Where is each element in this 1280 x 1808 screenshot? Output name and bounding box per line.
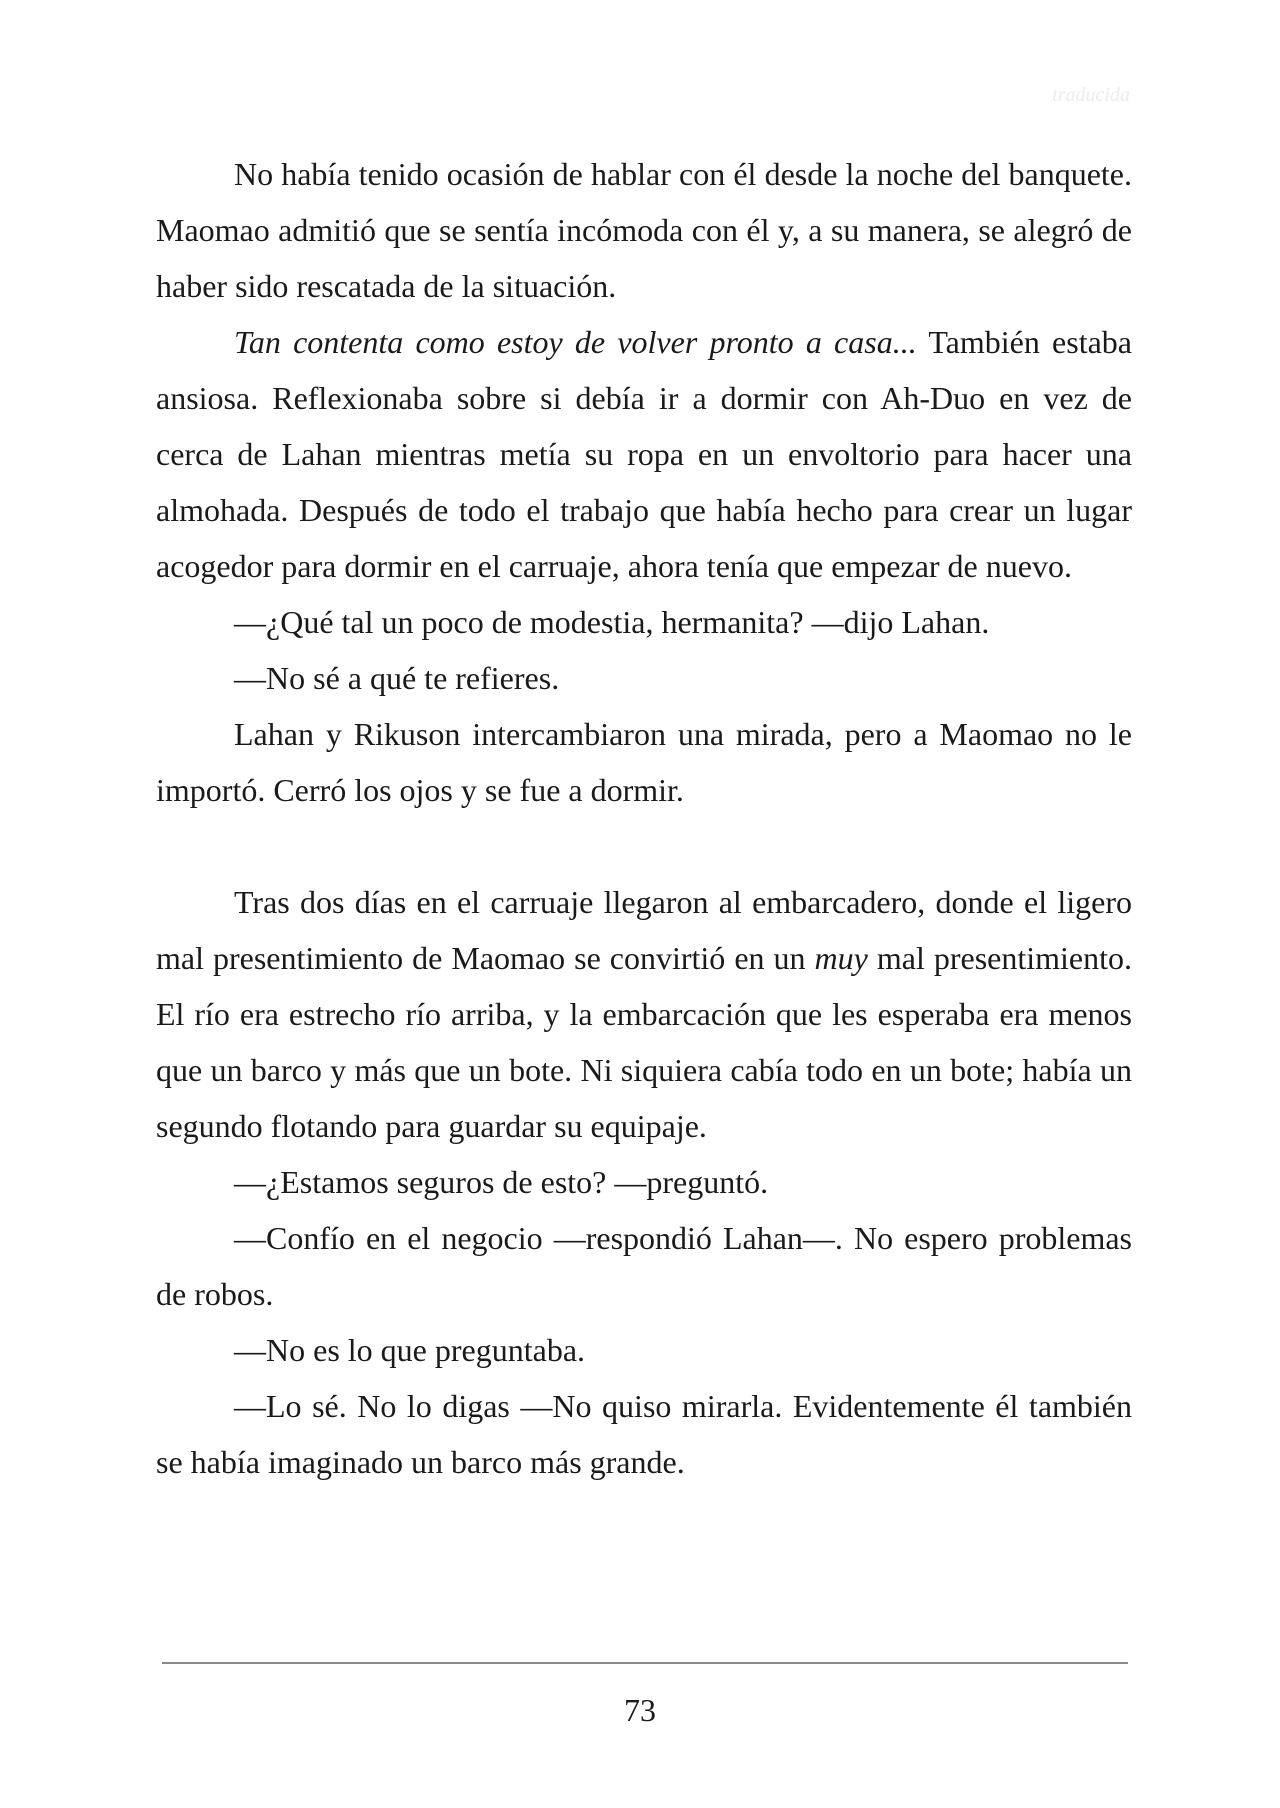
dialogue-line <box>156 594 1132 650</box>
dialogue-text: —Lo sé. No lo digas —No quiso mirarla. Evidentemente él también se había imaginado un barco más grande. <box>156 1388 1132 1480</box>
paragraph-text: Lahan y Rikuson intercambiaron una mirada, pero a Maomao no le importó. Cerró los ojos y se fue a dormir. <box>156 716 1132 808</box>
watermark-text: traducida <box>1052 84 1130 106</box>
paragraph <box>156 146 1132 314</box>
page-number: 73 <box>624 1692 656 1728</box>
paragraph-text: mal presentimiento. El río era estrecho río arriba, y la embarcación que les esperaba era menos que un barco y más que un bote. Ni siquiera cabía todo en un bote; había un segundo flotando para guardar su equipaje. <box>156 940 1133 1144</box>
page-body <box>156 146 1132 1490</box>
italic-emphasis: muy <box>814 940 868 976</box>
dialogue-text: —¿Estamos seguros de esto? —preguntó. <box>234 1164 769 1200</box>
paragraph <box>156 874 1132 1154</box>
dialogue-text: —No es lo que preguntaba. <box>234 1332 586 1368</box>
paragraph-text: Tras dos días en el carruaje llegaron al embarcadero, donde el ligero mal presentimiento de Maomao se convirtió en un <box>156 884 1132 976</box>
paragraph <box>156 706 1132 818</box>
dialogue-text: —No sé a qué te refieres. <box>234 660 560 696</box>
paragraph <box>156 314 1132 594</box>
paragraph-text: También estaba ansiosa. Reflexionaba sobre si debía ir a dormir con Ah-Duo en vez de cerca de Lahan mientras metía su ropa en un envoltorio para hacer una almohada. Después de todo el trabajo que había hecho para crear un lugar acogedor para dormir en el carruaje, ahora tenía que empezar de nuevo. <box>156 324 1133 584</box>
dialogue-line <box>156 1378 1132 1490</box>
scene-break <box>156 818 1132 874</box>
dialogue-text: —Confío en el negocio —respondió Lahan—. No espero problemas de robos. <box>156 1220 1132 1312</box>
dialogue-line <box>156 1154 1132 1210</box>
dialogue-text: —¿Qué tal un poco de modestia, hermanita? —dijo Lahan. <box>234 604 990 640</box>
dialogue-line <box>156 650 1132 706</box>
paragraph-text: No había tenido ocasión de hablar con él desde la noche del banquete. Maomao admitió que se sentía incómoda con él y, a su manera, se alegró de haber sido rescatada de la situación. <box>156 156 1132 304</box>
dialogue-line <box>156 1322 1132 1378</box>
footer-divider <box>162 1662 1128 1664</box>
dialogue-line <box>156 1210 1132 1322</box>
italic-thought: Tan contenta como estoy de volver pronto a casa... <box>234 324 917 360</box>
